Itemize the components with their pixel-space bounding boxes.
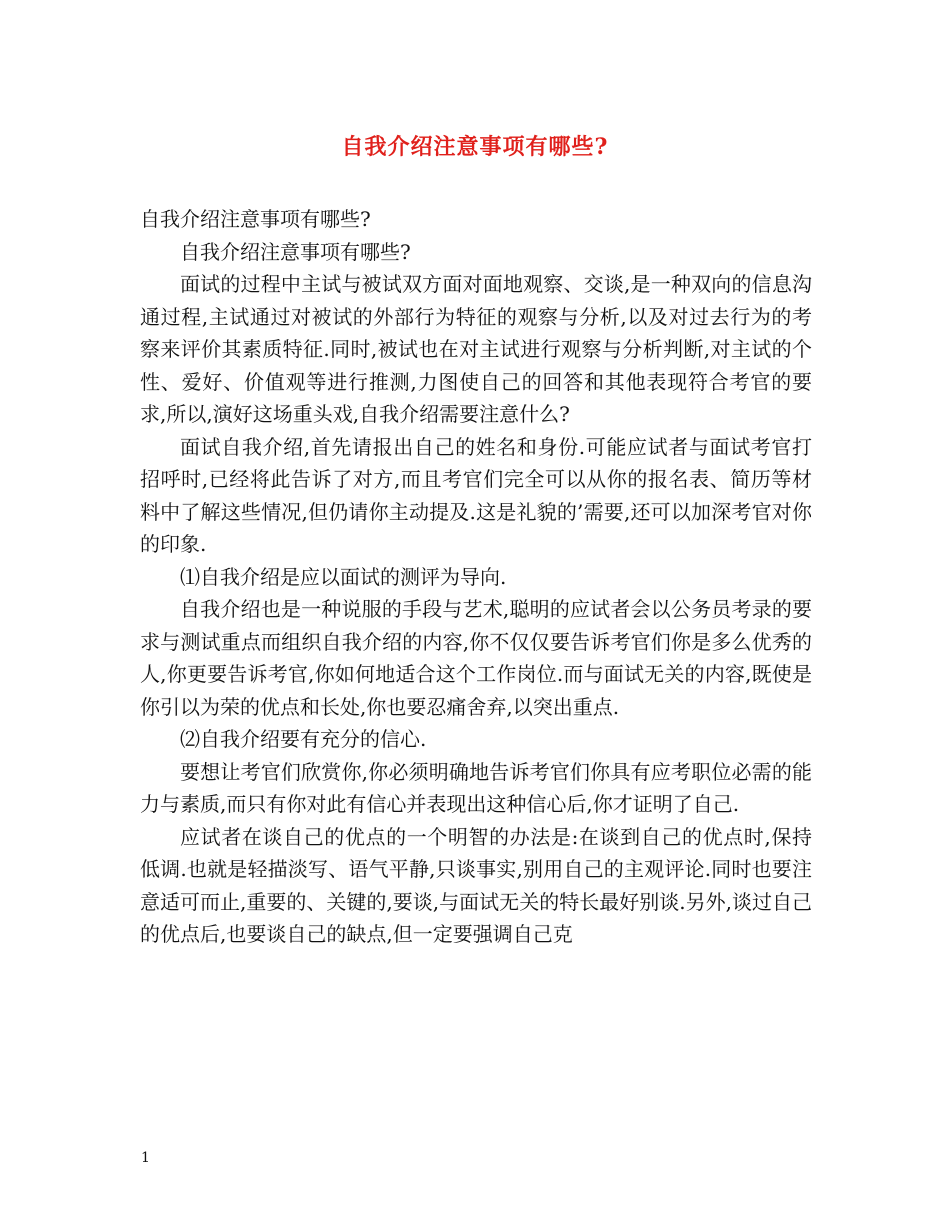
document-body: [140, 203, 812, 951]
paragraph-1: 自我介绍注意事项有哪些?: [140, 207, 371, 231]
paragraph-4: 面试自我介绍,首先请报出自己的姓名和身份.可能应试者与面试考官打招呼时,已经将此告诉了对方,而且考官们完全可以从你的报名表、简历等材料中了解这些情况,但仍请你主动提及.这是礼貌的’需要,还可以加深考官对你的印象.: [140, 434, 812, 556]
paragraph-5: ⑴自我介绍是应以面试的测评为导向.: [180, 564, 507, 589]
paragraph-8: 要想让考官们欣赏你,你必须明确地告诉考官们你具有应考职位必需的能力与素质,而只有你对此有信心并表现出这种信心后,你才证明了自己.: [140, 759, 812, 816]
paragraph-2: 自我介绍注意事项有哪些?: [180, 239, 411, 264]
paragraph-7: ⑵自我介绍要有充分的信心.: [180, 727, 427, 751]
page-number: 1: [141, 1150, 150, 1166]
paragraph-3: 面试的过程中主试与被试双方面对面地观察、交谈,是一种双向的信息沟通过程,主试通过对被试的外部行为特征的观察与分析,以及对过去行为的考察来评价其素质特征.同时,被试也在对主试进行观察与分析判断,对主试的个性、爱好、价值观等进行推测,力图使自己的回答和其他表现符合考官的要求,所以,演好这场重头戏,自我介绍需要注意什么?: [140, 272, 812, 426]
document-title: 自我介绍注意事项有哪些?: [341, 134, 609, 160]
paragraph-6: 自我介绍也是一种说服的手段与艺术,聪明的应试者会以公务员考录的要求与测试重点而组织自我介绍的内容,你不仅仅要告诉考官们你是多么优秀的人,你更要告诉考官,你如何地适合这个工作岗位.而与面试无关的内容,既使是你引以为荣的优点和长处,你也要忍痛舍弃,以突出重点.: [140, 597, 812, 719]
paragraph-9: 应试者在谈自己的优点的一个明智的办法是:在谈到自己的优点时,保持低调.也就是轻描淡写、语气平静,只谈事实,别用自己的主观评论.同时也要注意适可而止,重要的、关键的,要谈,与面试无关的特长最好别谈.另外,谈过自己的优点后,也要谈自己的缺点,但一定要强调自己克: [140, 824, 812, 946]
